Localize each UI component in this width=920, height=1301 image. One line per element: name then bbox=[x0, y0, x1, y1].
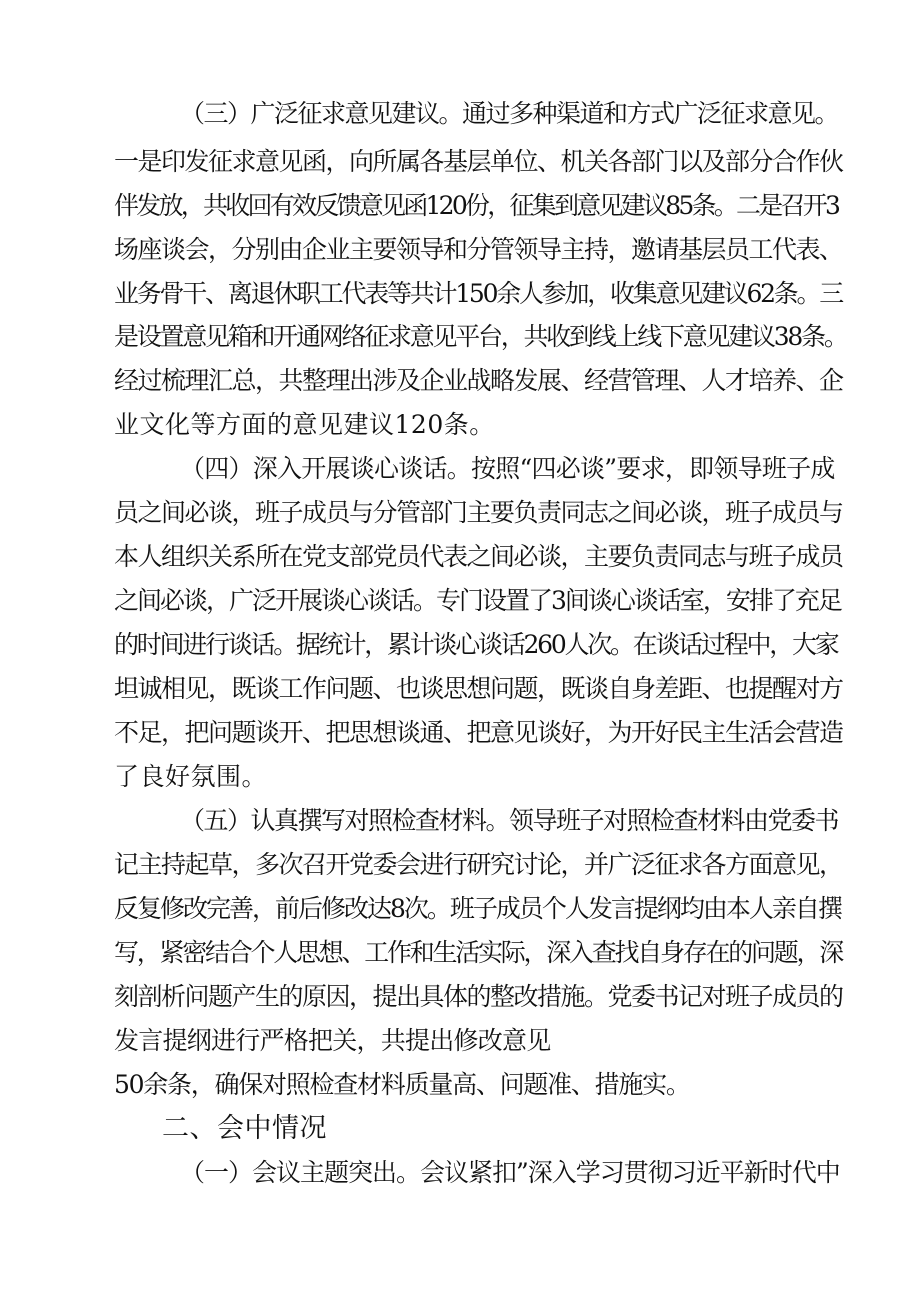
paragraph-3-line-1: （三）广泛征求意见建议。通过多种渠道和方式广泛征求意见。 bbox=[180, 99, 839, 128]
paragraph-3-line-3: 伴发放，共收回有效反馈意见函120份，征集到意见建议85条。二是召开3 bbox=[114, 191, 839, 220]
paragraph-3-line-8: 业文化等方面的意见建议120条。 bbox=[114, 410, 495, 439]
paragraph-5-line-4: 写，紧密结合个人思想、工作和生活实际，深入查找自身存在的问题，深 bbox=[114, 938, 843, 967]
paragraph-1-line-1: （一）会议主题突出。会议紧扣”深入学习贯彻习近平新时代中 bbox=[180, 1158, 840, 1187]
paragraph-5-line-6: 发言提纲进行严格把关，共提出修改意见 bbox=[114, 1026, 551, 1055]
paragraph-4-line-7: 不足，把问题谈开、把思想谈通、把意见谈好，为开好民主生活会营造 bbox=[114, 718, 843, 747]
paragraph-5-line-5: 刻剖析问题产生的原因，提出具体的整改措施。党委书记对班子成员的 bbox=[114, 982, 843, 1011]
paragraph-4-line-4: 之间必谈，广泛开展谈心谈话。专门设置了3间谈心谈话室，安排了充足 bbox=[114, 586, 841, 615]
paragraph-5-line-1: （五）认真撰写对照检查材料。领导班子对照检查材料由党委书 bbox=[180, 806, 839, 835]
paragraph-3-line-4: 场座谈会，分别由企业主要领导和分管领导主持，邀请基层员工代表、 bbox=[114, 235, 843, 264]
paragraph-3-line-5: 业务骨干、离退休职工代表等共计150余人参加，收集意见建议62条。三 bbox=[114, 279, 843, 308]
paragraph-4-line-3: 本人组织关系所在党支部党员代表之间必谈，主要负责同志与班子成员 bbox=[114, 542, 843, 571]
paragraph-5-line-2: 记主持起草，多次召开党委会进行研究讨论，并广泛征求各方面意见， bbox=[114, 850, 843, 879]
section-heading: 二、会中情况 bbox=[162, 1113, 327, 1144]
paragraph-4-line-8: 了良好氛围。 bbox=[114, 762, 268, 791]
paragraph-4-line-6: 坦诚相见，既谈工作问题、也谈思想问题，既谈自身差距、也提醒对方 bbox=[114, 674, 843, 703]
paragraph-4-line-2: 员之间必谈，班子成员与分管部门主要负责同志之间必谈，班子成员与 bbox=[114, 498, 843, 527]
paragraph-3-line-6: 是设置意见箱和开通网络征求意见平台，共收到线上线下意见建议38条。 bbox=[114, 322, 847, 351]
paragraph-3-line-7: 经过梳理汇总，共整理出涉及企业战略发展、经营管理、人才培养、企 bbox=[114, 366, 843, 395]
paragraph-5-line-3: 反复修改完善，前后修改达8次。班子成员个人发言提纲均由本人亲自撰 bbox=[114, 894, 841, 923]
paragraph-4-line-5: 的时间进行谈话。据统计，累计谈心谈话260人次。在谈话过程中，大家 bbox=[114, 630, 838, 659]
paragraph-4-line-1: （四）深入开展谈心谈话。按照“四必谈”要求，即领导班子成 bbox=[180, 454, 835, 483]
paragraph-3-line-2: 一是印发征求意见函，向所属各基层单位、机关各部门以及部分合作伙 bbox=[114, 147, 843, 176]
paragraph-5-line-7: 50余条，确保对照检查材料质量高、问题准、措施实。 bbox=[114, 1070, 690, 1099]
